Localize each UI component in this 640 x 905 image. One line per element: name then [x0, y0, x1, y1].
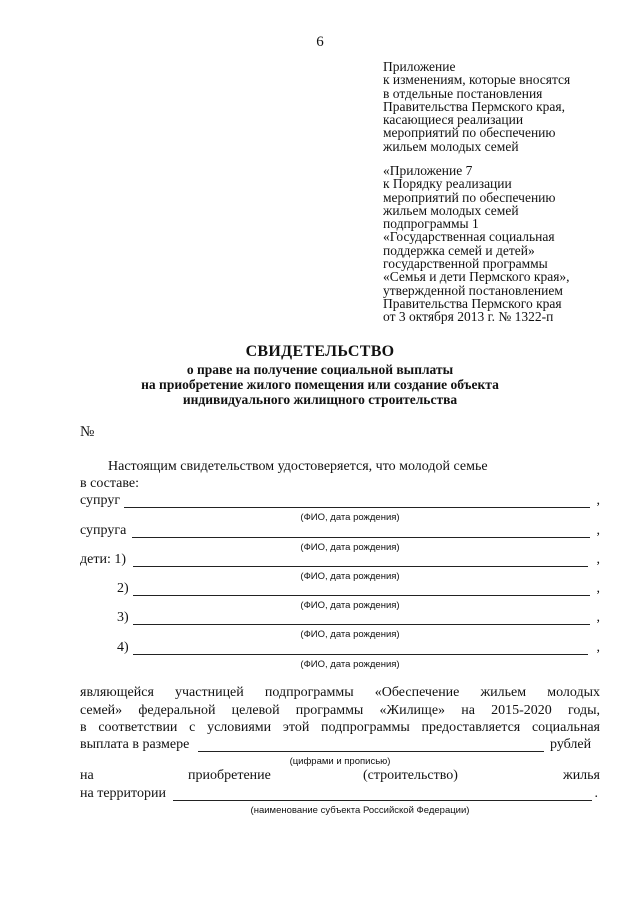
appendix-7-line-10: утвержденной постановлением [383, 282, 563, 298]
wife-row [80, 523, 600, 541]
intro-line-2: в составе: [80, 476, 140, 491]
amount-caption: (цифрами и прописью) [289, 756, 391, 767]
amount-unit: рублей [550, 737, 592, 752]
appendix-header-line-7: жильем молодых семей [383, 138, 519, 154]
child-3-fill-line[interactable] [133, 624, 590, 625]
comma: , [596, 523, 600, 538]
territory-caption: (наименование субъекта Российской Федерации) [250, 805, 470, 816]
husband-caption: (ФИО, дата рождения) [300, 512, 400, 523]
purpose-word-1: на [80, 768, 94, 783]
wife-caption: (ФИО, дата рождения) [300, 542, 400, 553]
territory-fill-line[interactable] [173, 786, 592, 801]
amount-fill-line[interactable] [198, 737, 544, 752]
child-2-row [80, 581, 600, 599]
intro-text [80, 458, 600, 492]
child-3-label: 3) [117, 610, 129, 625]
child-4-caption: (ФИО, дата рождения) [300, 659, 400, 670]
appendix-7-line-7: поддержка семей и детей» [383, 242, 535, 258]
page-number: 6 [316, 34, 324, 50]
amount-row [80, 737, 600, 755]
purpose-word-3: (строительство) [363, 768, 458, 783]
appendix-header-line-2: к изменениям, которые вносятся [383, 72, 571, 88]
child-1-caption: (ФИО, дата рождения) [300, 571, 400, 582]
child-1-row [80, 552, 600, 570]
appendix-7-line-9: «Семья и дети Пермского края», [383, 269, 570, 285]
child-3-caption: (ФИО, дата рождения) [300, 629, 400, 640]
subtitle-line-2: на приобретение жилого помещения или создание объекта [141, 377, 499, 392]
body-line-2: семей» федеральной целевой программы «Жилище» на 2015-2020 годы, [80, 702, 600, 718]
amount-label: выплата в размере [80, 737, 190, 752]
child-3-row [80, 610, 600, 628]
appendix-7-line-4: жильем молодых семей [383, 202, 519, 218]
wife-label: супруга [80, 523, 127, 538]
child-2-fill-line[interactable] [133, 595, 590, 596]
body-line-1: являющейся участницей подпрограммы «Обеспечение жильем молодых [80, 685, 600, 700]
appendix-7-line-2: к Порядку реализации [383, 176, 512, 192]
appendix-header-line-3: в отдельные постановления [383, 85, 543, 101]
comma: , [596, 493, 600, 508]
document-title: СВИДЕТЕЛЬСТВО [245, 343, 395, 360]
appendix-7-line-12: от 3 октября 2013 г. № 1322-п [383, 309, 554, 325]
purpose-row [80, 768, 600, 786]
appendix-7-line-3: мероприятий по обеспечению [383, 189, 556, 205]
appendix-header-line-6: мероприятий по обеспечению [383, 125, 556, 141]
comma: , [596, 640, 600, 655]
comma: , [596, 610, 600, 625]
child-4-fill-line[interactable] [133, 654, 588, 655]
appendix-7-line-5: подпрограммы 1 [383, 216, 479, 232]
territory-label: на территории [80, 786, 166, 801]
subtitle-line-1: о праве на получение социальной выплаты [186, 362, 454, 377]
child-2-caption: (ФИО, дата рождения) [300, 600, 400, 611]
appendix-7-header [383, 164, 623, 324]
comma: , [596, 581, 600, 596]
subtitle-line-3: индивидуального жилищного строительства [182, 392, 458, 407]
child-2-label: 2) [117, 581, 129, 596]
child-4-row [80, 640, 600, 658]
purpose-word-2: приобретение [188, 768, 271, 783]
husband-label: супруг [80, 493, 121, 508]
document-subtitle [0, 362, 640, 407]
husband-row [80, 493, 600, 511]
body-paragraph [80, 684, 600, 737]
appendix-7-line-1: «Приложение 7 [383, 163, 473, 178]
certificate-number-label: № [80, 424, 95, 440]
child-4-label: 4) [117, 640, 129, 655]
appendix-header-line-1: Приложение [383, 59, 456, 74]
husband-fill-line[interactable] [124, 507, 590, 508]
appendix-header [383, 60, 623, 153]
wife-fill-line[interactable] [132, 537, 590, 538]
appendix-7-line-8: государственной программы [383, 256, 548, 272]
intro-line-1: Настоящим свидетельством удостоверяется, что молодой семье [108, 459, 488, 474]
purpose-word-4: жилья [563, 768, 600, 783]
territory-row [80, 786, 600, 804]
child-1-fill-line[interactable] [133, 566, 588, 567]
appendix-7-line-6: «Государственная социальная [383, 229, 555, 245]
appendix-header-line-4: Правительства Пермского края, [383, 98, 565, 114]
appendix-header-line-5: касающиеся реализации [383, 112, 524, 128]
comma: , [596, 552, 600, 567]
territory-end: . [594, 786, 598, 801]
appendix-7-line-11: Правительства Пермского края [383, 295, 562, 311]
children-label: дети: 1) [80, 552, 126, 567]
body-line-3: в соответствии с условиями этой подпрограммы предоставляется социальная [80, 720, 600, 735]
